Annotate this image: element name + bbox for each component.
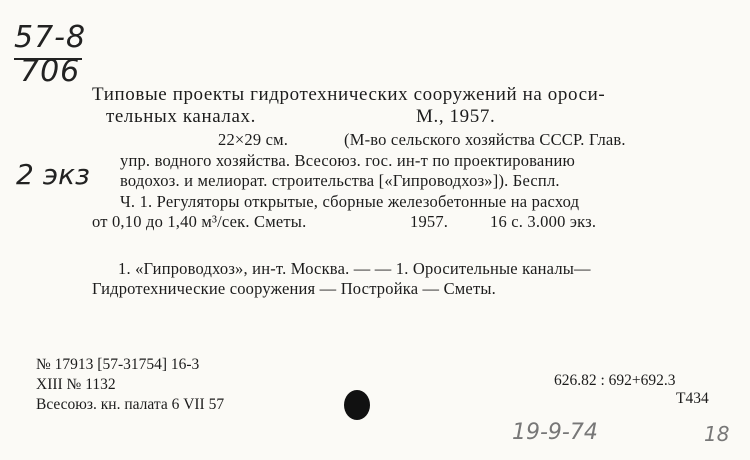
- title-line-2: тельных каналах.: [106, 106, 256, 127]
- imprint: М., 1957.: [416, 106, 496, 127]
- subject-line-1: 1. «Гипроводхоз», ин-т. Москва. — — 1. Оросительные каналы—: [118, 259, 591, 278]
- record-line-2: XIII № 1132: [36, 376, 116, 393]
- publisher-line-1: (М-во сельского хозяйства СССР. Глав.: [344, 130, 626, 149]
- classification-index: 626.82 : 692+692.3: [554, 372, 676, 389]
- part-year: 1957.: [410, 212, 449, 231]
- record-line-1: № 17913 [57-31754] 16-3: [36, 356, 200, 373]
- subject-line-2: Гидротехнические сооружения — Постройка — Сметы.: [92, 279, 496, 298]
- handwritten-copies-note: 2 экз: [16, 158, 90, 191]
- pencil-date-mark: 19-9-74: [512, 420, 598, 445]
- title-line-1: Типовые проекты гидротехнических сооружений на ороси-: [92, 84, 606, 105]
- catalog-code-bottom: 706: [20, 54, 81, 89]
- catalog-code-top: 57-8: [14, 20, 87, 55]
- pencil-corner-mark: 18: [704, 422, 730, 446]
- cutter-number: Т434: [676, 390, 709, 407]
- physical-description: 22×29 см.: [218, 130, 289, 149]
- part-extent: 16 с. 3.000 экз.: [490, 212, 597, 231]
- punch-hole: [344, 390, 370, 420]
- part-line-2: от 0,10 до 1,40 м³/сек. Сметы.: [92, 212, 307, 231]
- part-line-1: Ч. 1. Регуляторы открытые, сборные железобетонные на расход: [120, 192, 580, 211]
- publisher-line-3: водохоз. и мелиорат. строительства [«Гипроводхоз»]). Беспл.: [120, 171, 560, 190]
- publisher-line-2: упр. водного хозяйства. Всесоюз. гос. ин-т по проектированию: [120, 151, 576, 170]
- record-line-3: Всесоюз. кн. палата 6 VII 57: [36, 396, 225, 413]
